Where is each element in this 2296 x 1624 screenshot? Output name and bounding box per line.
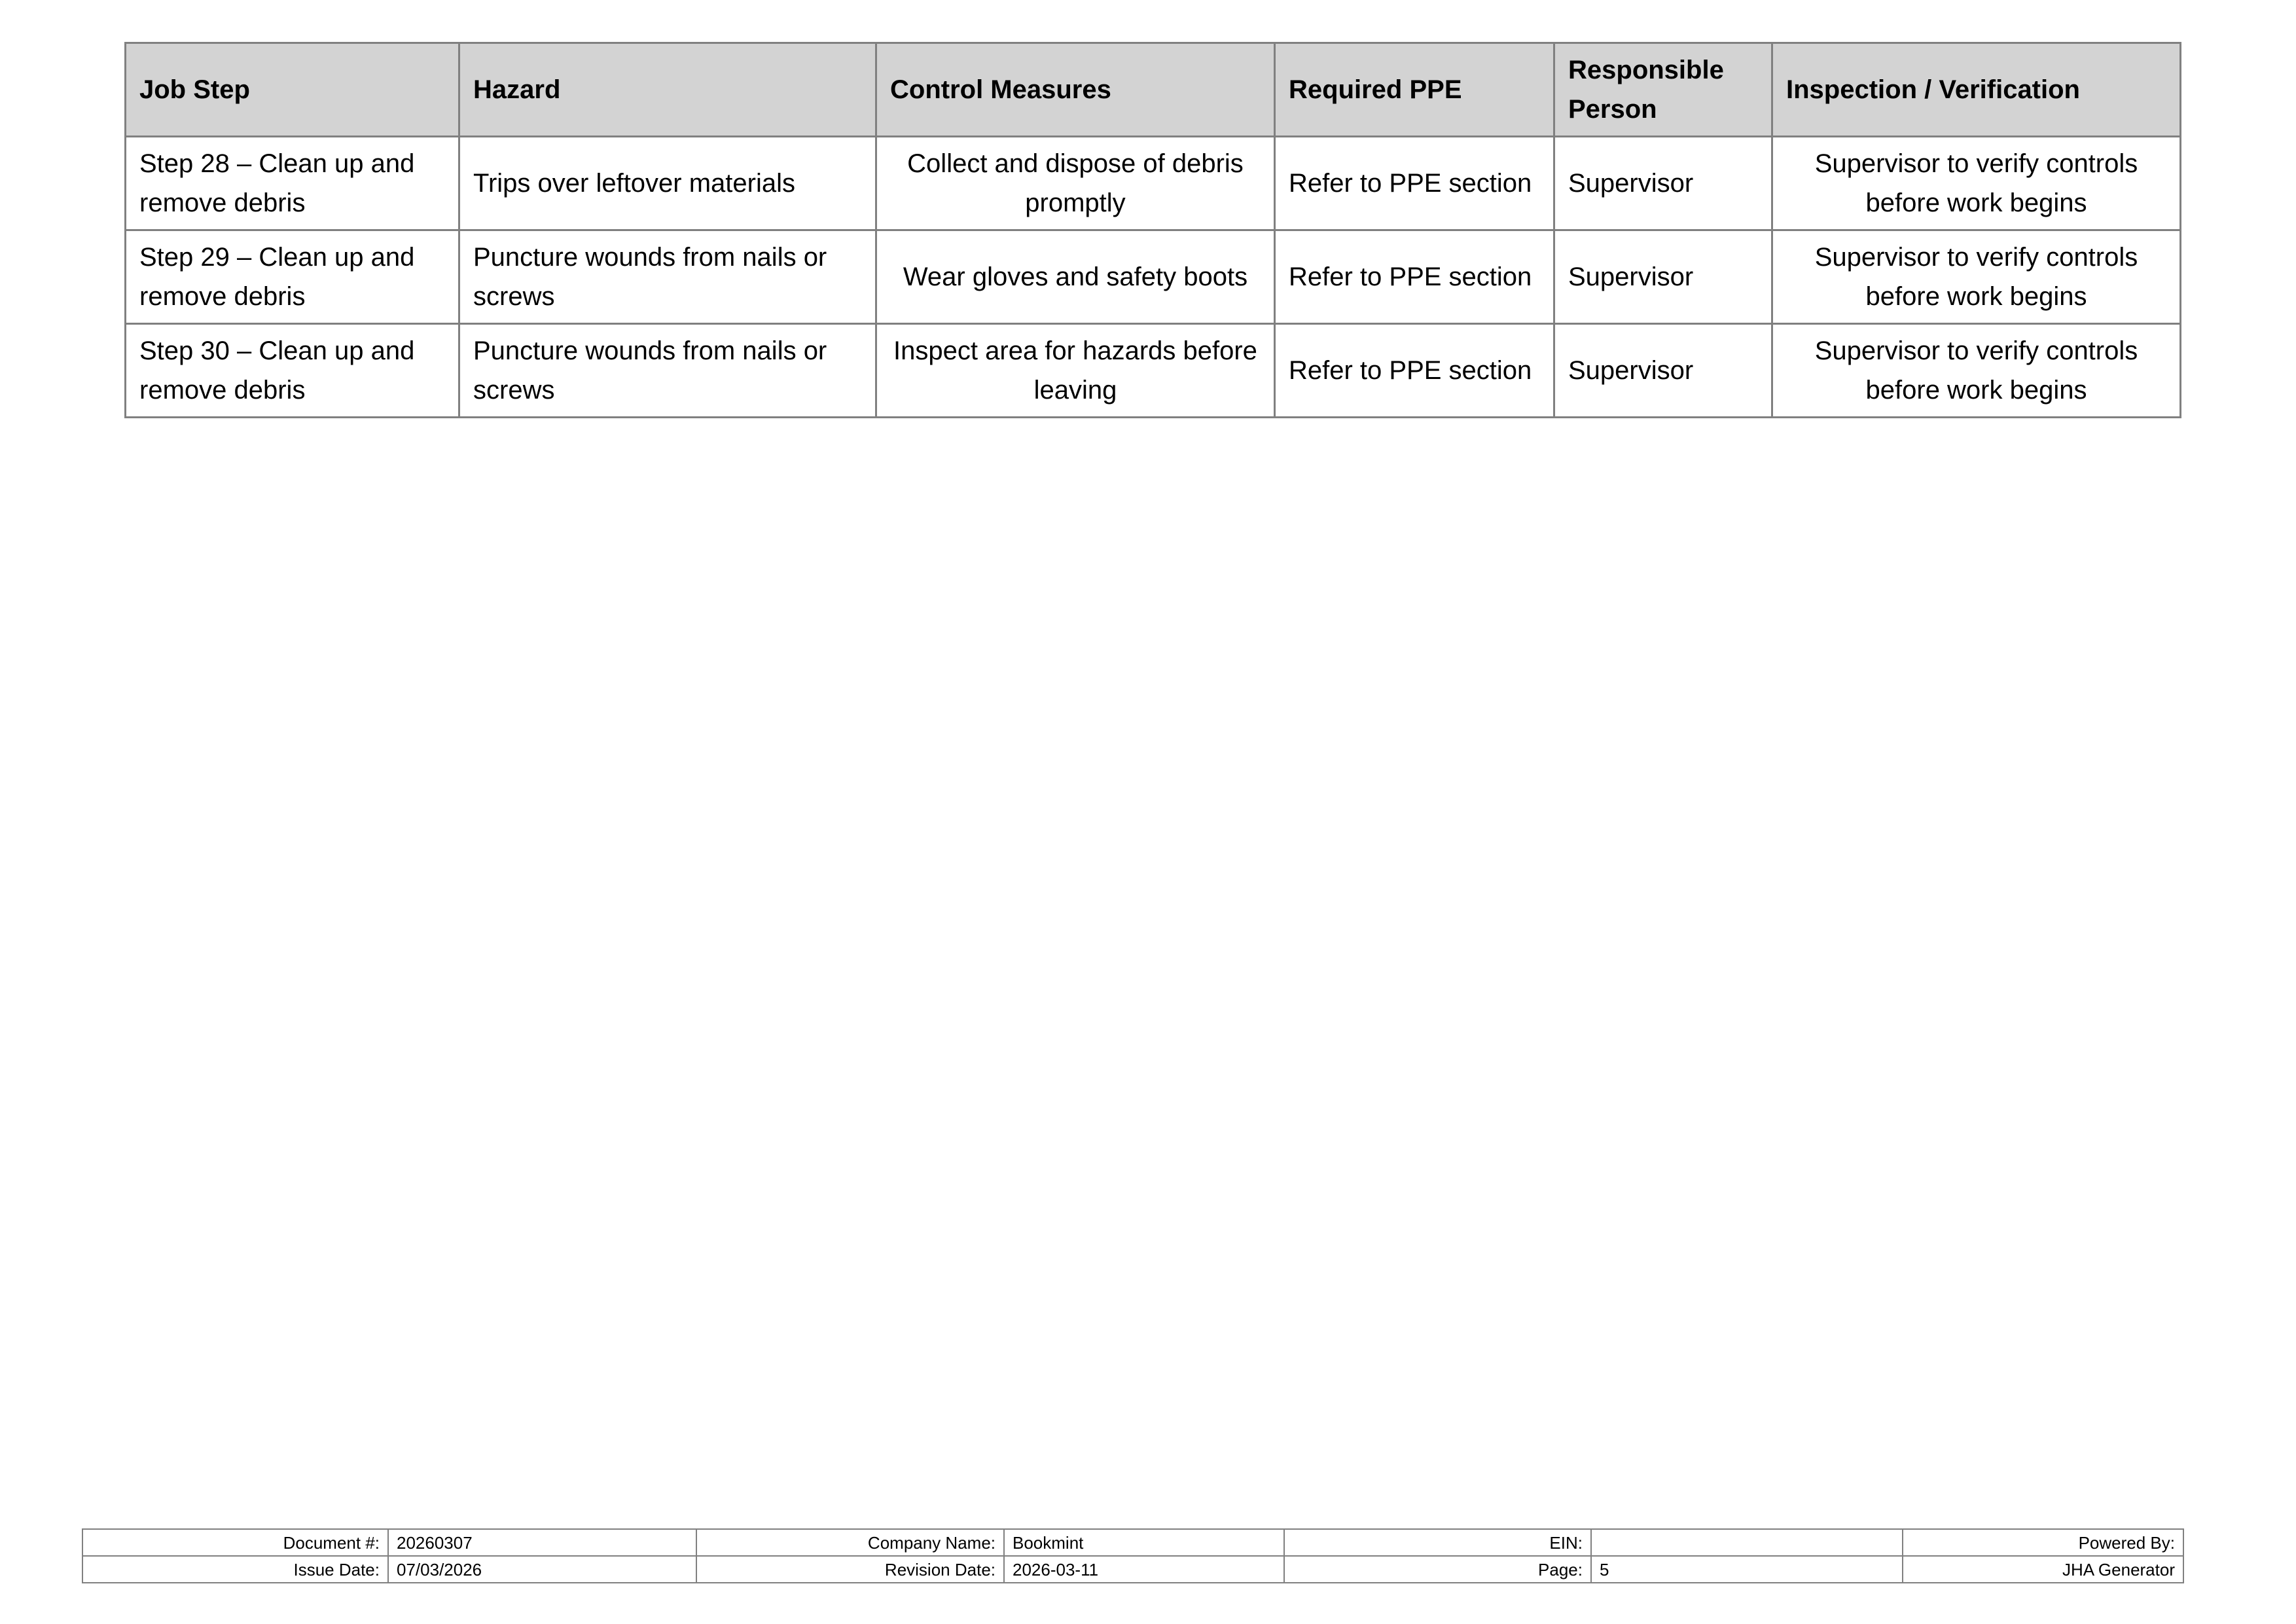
ein-value — [1591, 1529, 1903, 1556]
jha-cell-hazard: Puncture wounds from nails or screws — [459, 230, 876, 324]
footer-table — [82, 1528, 2184, 1583]
jha-header-required-ppe: Required PPE — [1275, 43, 1554, 137]
issue-date-value: 07/03/2026 — [388, 1556, 696, 1583]
jha-cell-responsible-person: Supervisor — [1554, 137, 1772, 230]
footer-row — [82, 1556, 2183, 1583]
jha-header-inspection-verification: Inspection / Verification — [1772, 43, 2181, 137]
jha-header-hazard: Hazard — [459, 43, 876, 137]
revision-date-value: 2026-03-11 — [1004, 1556, 1284, 1583]
document-number-label: Document #: — [82, 1529, 388, 1556]
jha-cell-hazard: Puncture wounds from nails or screws — [459, 324, 876, 418]
jha-cell-responsible-person: Supervisor — [1554, 324, 1772, 418]
jha-cell-required-ppe: Refer to PPE section — [1275, 230, 1554, 324]
jha-cell-job-step: Step 30 – Clean up and remove debris — [126, 324, 459, 418]
ein-label: EIN: — [1284, 1529, 1591, 1556]
jha-row — [126, 230, 2181, 324]
revision-date-label: Revision Date: — [696, 1556, 1004, 1583]
jha-cell-inspection-verification: Supervisor to verify controls before work begins — [1772, 137, 2181, 230]
jha-cell-inspection-verification: Supervisor to verify controls before work begins — [1772, 324, 2181, 418]
jha-cell-control-measures: Collect and dispose of debris promptly — [876, 137, 1275, 230]
powered-by-value: JHA Generator — [1903, 1556, 2183, 1583]
jha-header-control-measures: Control Measures — [876, 43, 1275, 137]
jha-table — [124, 42, 2181, 418]
jha-cell-required-ppe: Refer to PPE section — [1275, 324, 1554, 418]
jha-cell-job-step: Step 28 – Clean up and remove debris — [126, 137, 459, 230]
jha-header-responsible-person: Responsible Person — [1554, 43, 1772, 137]
jha-cell-inspection-verification: Supervisor to verify controls before work begins — [1772, 230, 2181, 324]
jha-cell-responsible-person: Supervisor — [1554, 230, 1772, 324]
footer-row — [82, 1529, 2183, 1556]
jha-cell-hazard: Trips over leftover materials — [459, 137, 876, 230]
page-number-value: 5 — [1591, 1556, 1903, 1583]
document-number-value: 20260307 — [388, 1529, 696, 1556]
jha-cell-job-step: Step 29 – Clean up and remove debris — [126, 230, 459, 324]
page-number-label: Page: — [1284, 1556, 1591, 1583]
issue-date-label: Issue Date: — [82, 1556, 388, 1583]
powered-by-label: Powered By: — [1903, 1529, 2183, 1556]
company-name-value: Bookmint — [1004, 1529, 1284, 1556]
jha-cell-required-ppe: Refer to PPE section — [1275, 137, 1554, 230]
company-name-label: Company Name: — [696, 1529, 1004, 1556]
jha-cell-control-measures: Inspect area for hazards before leaving — [876, 324, 1275, 418]
jha-row — [126, 137, 2181, 230]
jha-row — [126, 324, 2181, 418]
jha-cell-control-measures: Wear gloves and safety boots — [876, 230, 1275, 324]
jha-header-row — [126, 43, 2181, 137]
jha-header-job-step: Job Step — [126, 43, 459, 137]
